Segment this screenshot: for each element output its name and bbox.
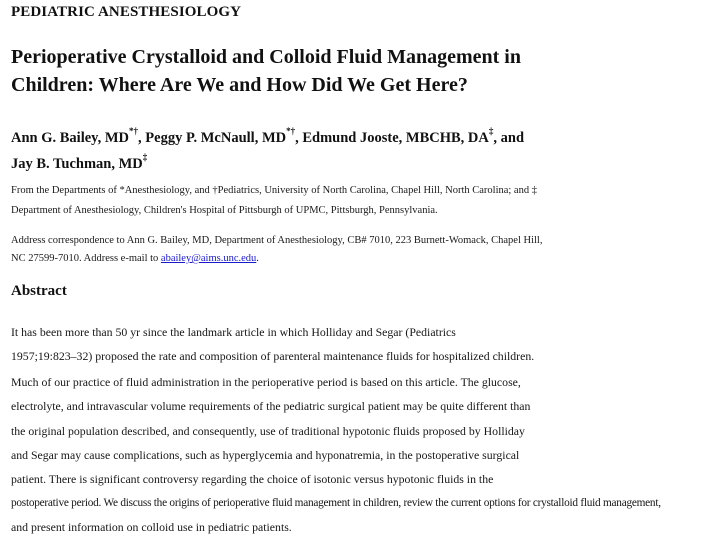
author-mcnaull: Peggy P. McNaull, MD bbox=[145, 129, 287, 146]
abstract-line-5: the original population described, and consequently, use of traditional hypotonic fluids proposed by Holliday bbox=[11, 424, 525, 438]
abstract-line-8: postoperative period. We discuss the origins of perioperative fluid management in children, review the current options for crystalloid fluid management, bbox=[11, 497, 661, 509]
author-list: Ann G. Bailey, MD*†, Peggy P. McNaull, MD*†, Edmund Jooste, MBCHB, DA‡, and bbox=[11, 126, 525, 146]
abstract-heading: Abstract bbox=[11, 283, 67, 299]
author-tuchman-affil: ‡ bbox=[142, 152, 148, 162]
author-jooste: Edmund Jooste, MBCHB, DA bbox=[302, 129, 489, 146]
correspondence-line-2 bbox=[11, 248, 259, 269]
article-title-line-2: Children: Where Are We and How Did We Get Here? bbox=[11, 74, 468, 96]
abstract-line-7: patient. There is significant controversy regarding the choice of isotonic versus hypotonic fluids in the bbox=[11, 472, 494, 486]
author-list-line-2 bbox=[11, 146, 147, 177]
author-bailey: Ann G. Bailey, MD bbox=[11, 129, 130, 146]
abstract-line-3: Much of our practice of fluid administration in the perioperative period is based on this article. The glucose, bbox=[11, 375, 521, 389]
abstract-line-4: electrolyte, and intravascular volume requirements of the pediatric surgical patient may be quite different than bbox=[11, 399, 531, 413]
affiliation-line-2: Department of Anesthesiology, Children's Hospital of Pittsburgh of UPMC, Pittsburgh, Pennsylvania. bbox=[11, 205, 438, 216]
author-jooste-affil: ‡ bbox=[488, 126, 494, 136]
correspondence-prefix: NC 27599-7010. Address e-mail to bbox=[11, 253, 161, 264]
article-title-line-1: Perioperative Crystalloid and Colloid Fluid Management in bbox=[11, 46, 521, 68]
abstract-line-2: 1957;19:823–32) proposed the rate and composition of parenteral maintenance fluids for hospitalized children. bbox=[11, 349, 535, 363]
abstract-line-1: It has been more than 50 yr since the landmark article in which Holliday and Segar (Pediatrics bbox=[11, 325, 456, 339]
author-mcnaull-affil: *† bbox=[286, 126, 296, 136]
author-bailey-affil: *† bbox=[129, 126, 139, 136]
abstract-line-6: and Segar may cause complications, such as hyperglycemia and hyponatremia, in the postoperative surgical bbox=[11, 448, 520, 462]
author-tuchman: Jay B. Tuchman, MD bbox=[11, 155, 143, 172]
section-header: PEDIATRIC ANESTHESIOLOGY bbox=[11, 4, 242, 20]
abstract-line-9: and present information on colloid use in pediatric patients. bbox=[11, 520, 292, 534]
author-conjunction: , and bbox=[493, 129, 525, 146]
affiliation-line-1: From the Departments of *Anesthesiology, and †Pediatrics, University of North Carolina, Chapel Hill, North Carolina; and ‡ bbox=[11, 185, 537, 196]
correspondence-line-1: Address correspondence to Ann G. Bailey, MD, Department of Anesthesiology, CB# 7010, 223 Burnett-Womack, Chapel Hill, bbox=[11, 235, 543, 246]
email-link[interactable]: abailey@aims.unc.edu bbox=[160, 253, 257, 264]
correspondence-suffix: . bbox=[256, 253, 259, 264]
